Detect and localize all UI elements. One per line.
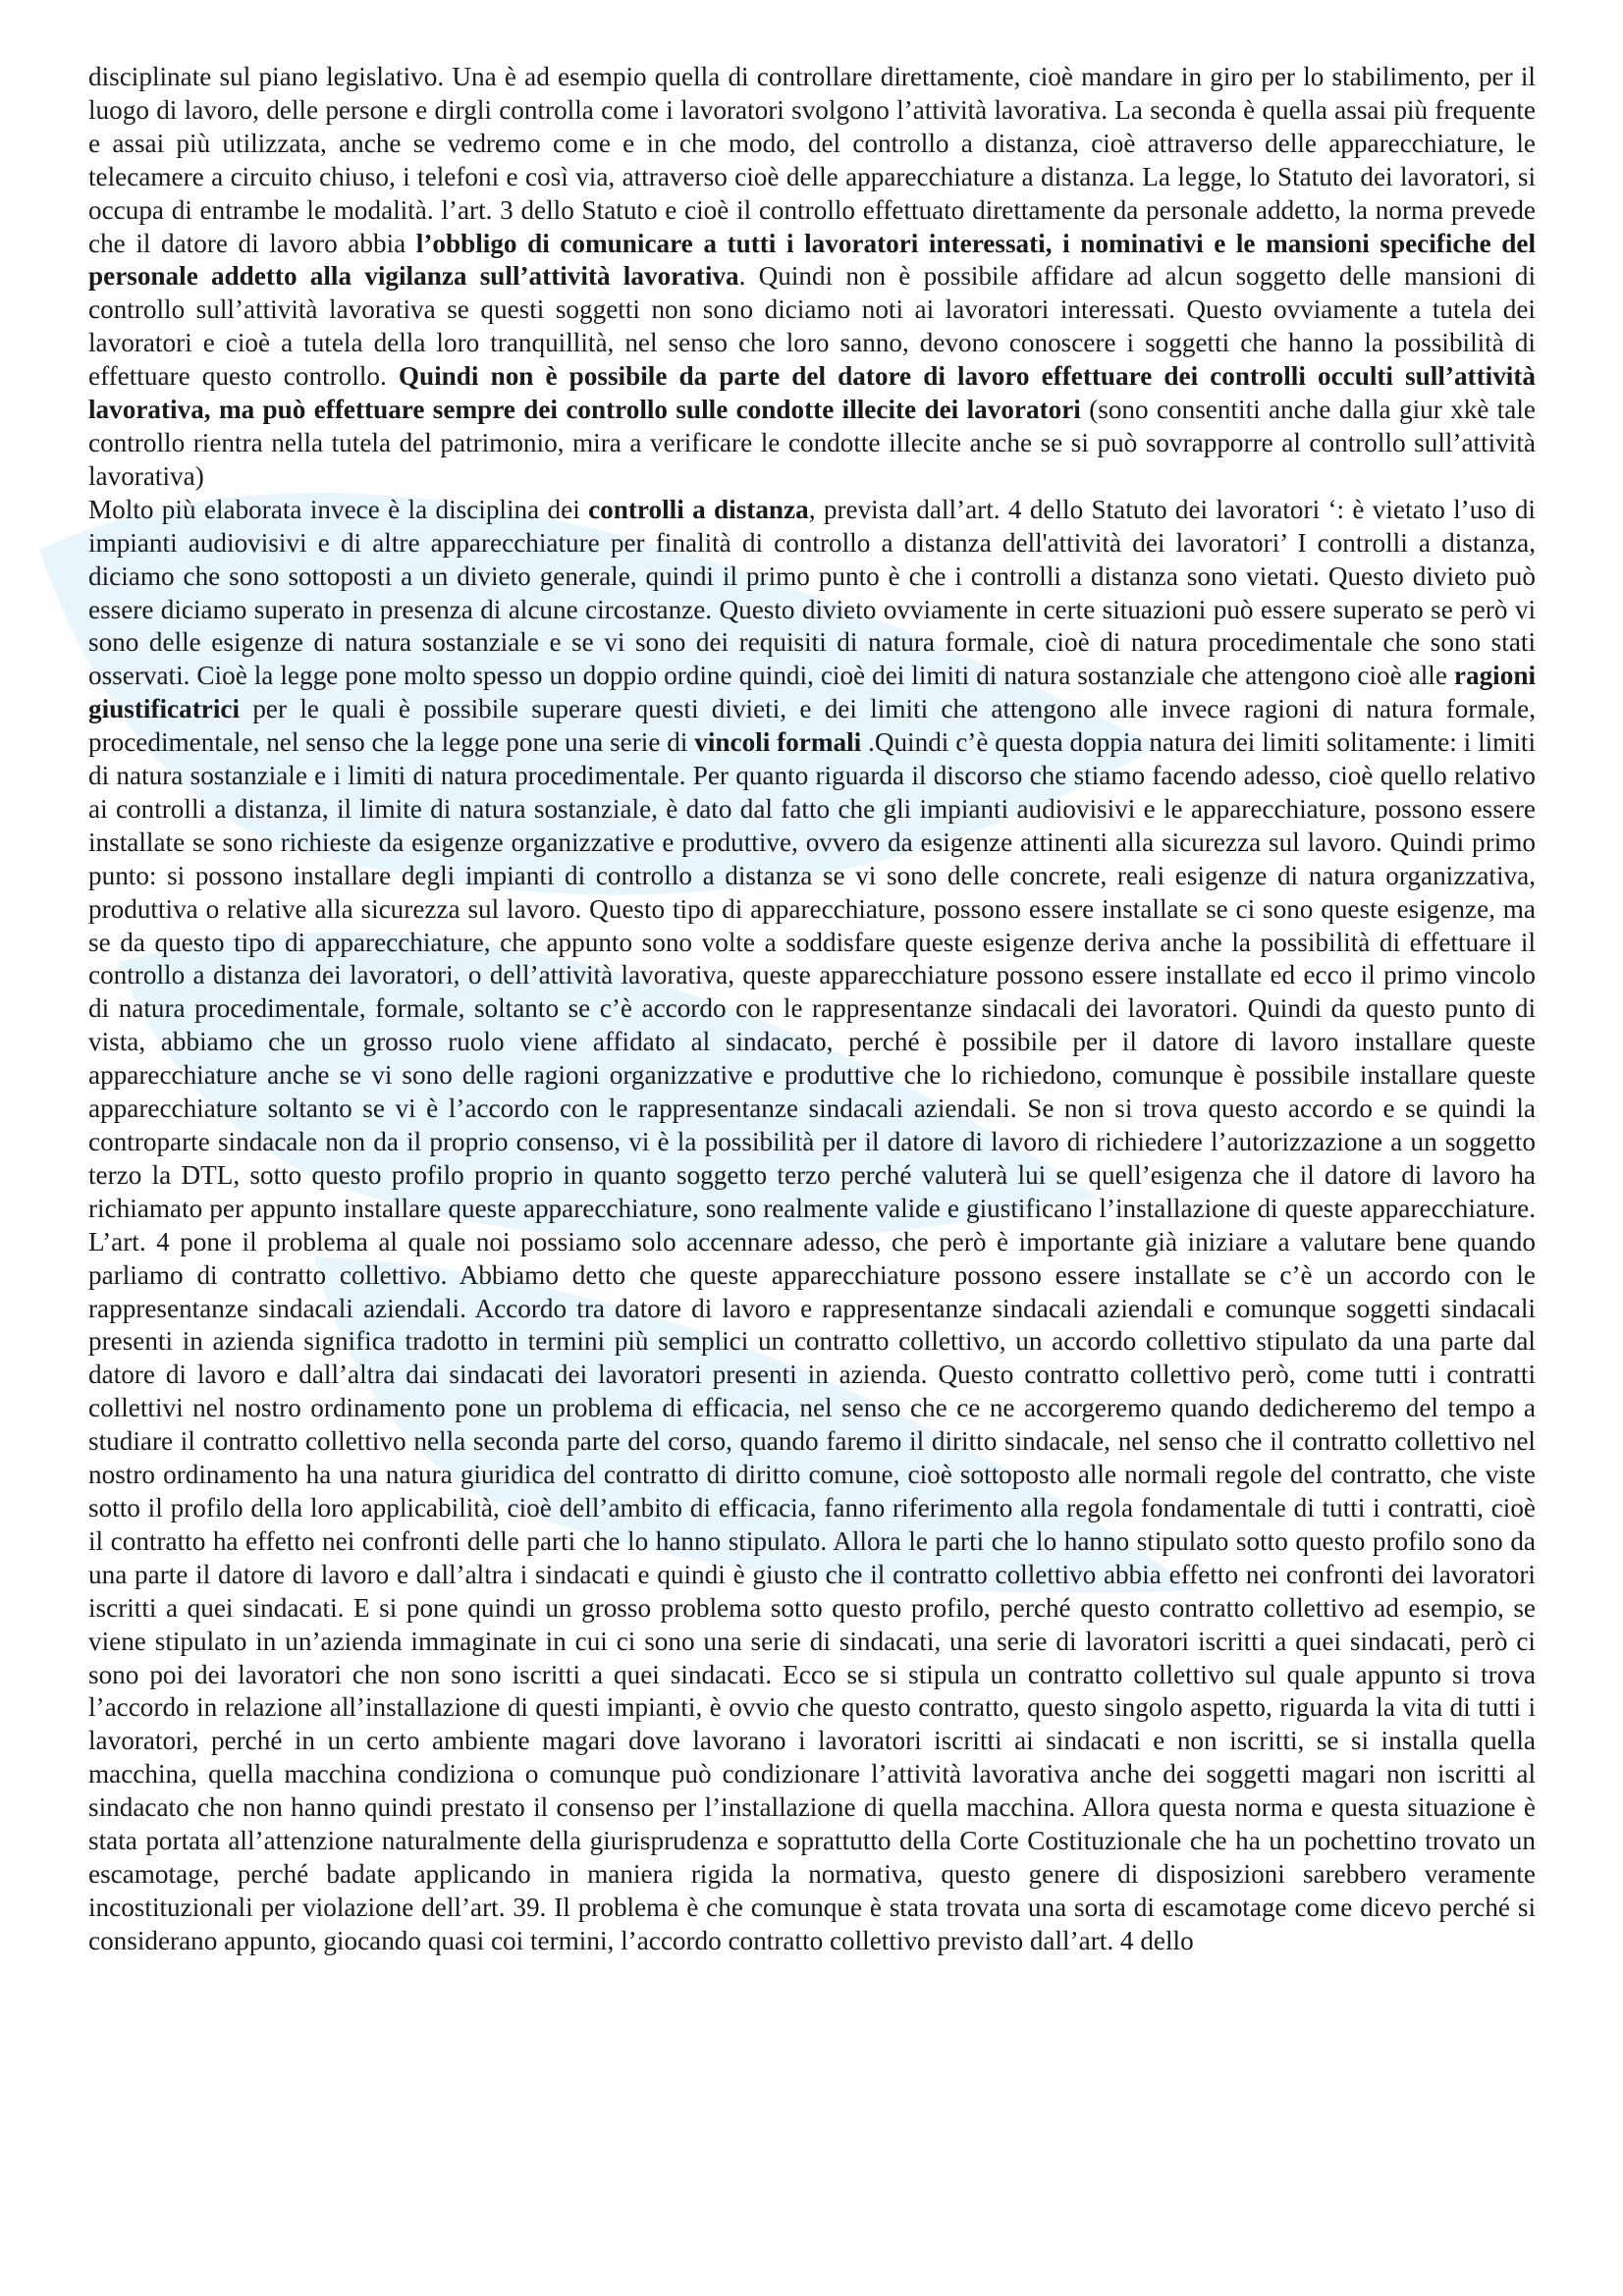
- document-page: [88, 61, 1536, 1958]
- text-run: (sono consentiti anche dalla giur xkè tale controllo rientra nella tutela del patrimonio, mira a verificare le condotte illecite anche se si può sovrapporre al controllo sull’attività lavorativa): [88, 395, 1536, 491]
- bold-run: l’obbligo di comunicare a tutti i lavoratori interessati, i nominativi e le mansioni specifiche del personale addetto alla vigilanza sull’attività lavorativa: [88, 228, 1536, 292]
- text-run: Molto più elaborata invece è la disciplina dei: [88, 494, 589, 524]
- text-run: . Quindi non è possibile affidare ad alcun soggetto delle mansioni di controllo sull’attività lavorativa se questi soggetti non sono diciamo noti ai lavoratori interessati. Questo ovviamente a tutela dei lavoratori e cioè a tutela della loro tranquillità, nel senso che loro sanno, devono conoscere i soggetti che hanno la possibilità di effettuare questo controllo.: [88, 261, 1536, 392]
- bold-run: Quindi non è possibile da parte del datore di lavoro effettuare dei controlli occulti sull’attività lavorativa, ma può effettuare sempre dei controllo sulle condotte illecite dei lavoratori: [88, 361, 1536, 425]
- paragraph-statuto-art3: [88, 61, 1536, 494]
- text-run: per le quali è possibile superare questi divieti, e dei limiti che attengono alle invece ragioni di natura formale, procedimentale, nel senso che la legge pone una serie di: [88, 694, 1536, 758]
- bold-run: vincoli formali: [694, 727, 862, 758]
- paragraph-controlli-a-distanza: [88, 494, 1536, 1958]
- bold-run: ragioni giustificatrici: [88, 661, 1536, 724]
- bold-run: controlli a distanza: [588, 494, 809, 524]
- text-run: , prevista dall’art. 4 dello Statuto dei lavoratori ‘: è vietato l’uso di impianti audiovisivi e di altre apparecchiature per finalità di controllo a distanza dell'attività dei lavoratori’ I controlli a distanza, diciamo che sono sottoposti a un divieto generale, quindi il primo punto è che i controlli a distanza sono vietati. Questo divieto può essere diciamo superato in presenza di alcune circostanze. Questo divieto ovviamente in certe situazioni può essere superato se però vi sono delle esigenze di natura sostanziale e se vi sono dei requisiti di natura formale, cioè di natura procedimentale che sono stati osservati. Cioè la legge pone molto spesso un doppio ordine quindi, cioè dei limiti di natura sostanziale che attengono cioè alle: [88, 494, 1536, 691]
- text-run: .Quindi c’è questa doppia natura dei limiti solitamente: i limiti di natura sostanziale e i limiti di natura procedimentale. Per quanto riguarda il discorso che stiamo facendo adesso, cioè quello relativo ai controlli a distanza, il limite di natura sostanziale, è dato dal fatto che gli impianti audiovisivi e le apparecchiature, possono essere installate se sono richieste da esigenze organizzative e produttive, ovvero da esigenze attinenti alla sicurezza sul lavoro. Quindi primo punto: si possono installare degli impianti di controllo a distanza se vi sono delle concrete, reali esigenze di natura organizzativa, produttiva o relative alla sicurezza sul lavoro. Questo tipo di apparecchiature, possono essere installate se ci sono queste esigenze, ma se da questo tipo di apparecchiature, che appunto sono volte a soddisfare queste esigenze deriva anche la possibilità di effettuare il controllo a distanza dei lavoratori, o dell’attività lavorativa, queste apparecchiature possono essere installate ed ecco il primo vincolo di natura procedimentale, formale, soltanto se c’è accordo con le rappresentanze sindacali dei lavoratori. Quindi da questo punto di vista, abbiamo che un grosso ruolo viene affidato al sindacato, perché è possibile per il datore di lavoro installare queste apparecchiature anche se vi sono delle ragioni organizzative e produttive che lo richiedono, comunque è possibile installare queste apparecchiature soltanto se vi è l’accordo con le rappresentanze sindacali aziendali. Se non si trova questo accordo e se quindi la controparte sindacale non da il proprio consenso, vi è la possibilità per il datore di lavoro di richiedere l’autorizzazione a un soggetto terzo la DTL, sotto questo profilo proprio in quanto soggetto terzo perché valuterà lui se quell’esigenza che il datore di lavoro ha richiamato per appunto installare queste apparecchiature, sono realmente valide e giustificano l’installazione di queste apparecchiature. L’art. 4 pone il problema al quale noi possiamo solo accennare adesso, che però è importante già iniziare a valutare bene quando parliamo di contratto collettivo. Abbiamo detto che queste apparecchiature possono essere installate se c’è un accordo con le rappresentanze sindacali aziendali. Accordo tra datore di lavoro e rappresentanze sindacali aziendali e comunque soggetti sindacali presenti in azienda significa tradotto in termini più semplici un contratto collettivo, un accordo collettivo stipulato da una parte dal datore di lavoro e dall’altra dai sindacati dei lavoratori presenti in azienda. Questo contratto collettivo però, come tutti i contratti collettivi nel nostro ordinamento pone un problema di efficacia, nel senso che ce ne accorgeremo quando dedicheremo del tempo a studiare il contratto collettivo nella seconda parte del corso, quando faremo il diritto sindacale, nel senso che il contratto collettivo nel nostro ordinamento ha una natura giuridica del contratto di diritto comune, cioè sottoposto alle normali regole del contratto, che viste sotto il profilo della loro applicabilità, cioè dell’ambito di efficacia, fanno riferimento alla regola fondamentale di tutti i contratti, cioè il contratto ha effetto nei confronti delle parti che lo hanno stipulato. Allora le parti che lo hanno stipulato sotto questo profilo sono da una parte il datore di lavoro e dall’altra i sindacati e quindi è giusto che il contratto collettivo abbia effetto nei confronti dei lavoratori iscritti a quei sindacati. E si pone quindi un grosso problema sotto questo profilo, perché questo contratto collettivo ad esempio, se viene stipulato in un’azienda immaginate in cui ci sono una serie di sindacati, una serie di lavoratori iscritti a quei sindacati, però ci sono poi dei lavoratori che non sono iscritti a quei sindacati. Ecco se si stipula un contratto collettivo sul quale appunto si trova l’accordo in relazione all’installazione di questi impianti, è ovvio che questo contratto, questo singolo aspetto, riguarda la vita di tutti i lavoratori, perché in un certo ambiente magari dove lavorano i lavoratori iscritti ai sindacati e non iscritti, se si installa quella macchina, quella macchina condiziona o comunque può condizionare l’attività lavorativa anche dei soggetti magari non iscritti al sindacato che non hanno quindi prestato il consenso per l’installazione di quella macchina. Allora questa norma e questa situazione è stata portata all’attenzione naturalmente della giurisprudenza e soprattutto della Corte Costituzionale che ha un pochettino trovato un escamotage, perché badate applicando in maniera rigida la normativa, questo genere di disposizioni sarebbero veramente incostituzionali per violazione dell’art. 39. Il problema è che comunque è stata trovata una sorta di escamotage come dicevo perché si considerano appunto, giocando quasi coi termini, l’accordo contratto collettivo previsto dall’art. 4 dello: [88, 727, 1536, 1955]
- text-run: disciplinate sul piano legislativo. Una è ad esempio quella di controllare direttamente, cioè mandare in giro per lo stabilimento, per il luogo di lavoro, delle persone e dirgli controlla come i lavoratori svolgono l’attività lavorativa. La seconda è quella assai più frequente e assai più utilizzata, anche se vedremo come e in che modo, del controllo a distanza, cioè attraverso delle apparecchiature, le telecamere a circuito chiuso, i telefoni e così via, attraverso cioè delle apparecchiature a distanza. La legge, lo Statuto dei lavoratori, si occupa di entrambe le modalità. l’art. 3 dello Statuto e cioè il controllo effettuato direttamente da personale addetto, la norma prevede che il datore di lavoro abbia: [88, 62, 1536, 258]
